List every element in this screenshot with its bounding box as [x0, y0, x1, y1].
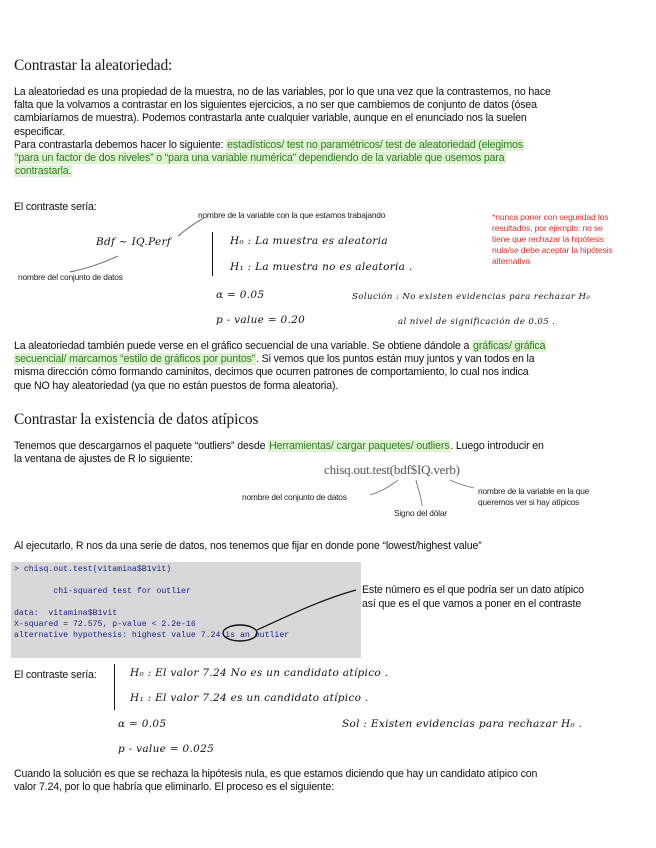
red-warning-note: *nunca poner con seguridad los resultados, por ejemplo: no se tiene que rechazar la hipótesis nula/se debe aceptar la hipótesis alternativa	[492, 212, 613, 266]
menu-path-grafica-secuencial: gráficas/ gráfica	[473, 340, 546, 352]
alpha-2: α = 0.05	[118, 718, 167, 730]
note-variable-name: nombre de la variable con la que estamos trabajando	[198, 210, 386, 220]
note-dataset-name-2: nombre del conjunto de datos	[242, 492, 347, 502]
paragraph-final: Cuando la solución es que se rechaza la hipótesis nula, es que estamos diciendo que hay un candidato atípico con valor 7.24, por lo que habría que eliminarlo. El proceso es el siguiente:	[14, 768, 538, 794]
note-variable-name-2: nombre de la variable en la que queremos ver si hay atípicos	[478, 486, 590, 507]
handwritten-command: chisq.out.test(bdf$IQ.verb)	[324, 462, 460, 477]
hypothesis-bracket-1	[212, 232, 213, 276]
pvalue-1: p - value = 0.20	[216, 314, 306, 326]
paragraph-aleatoriedad-intro: La aleatoriedad es una propiedad de la muestra, no de las variables, por lo que una vez que la contrastemos, no hace falta que la volvamos a contrastar en los siguientes ejercicios, a no ser que cambiemos de conjunto de datos (ósea cambiaríamos de muestra). Podemos contrastarla ante cualquier variable, aunque en el enunciado nos la suelen especificar. Para contrastarla debemos hacer lo siguiente: estadísticos/ test no paramétricos/ test de aleatoriedad (elegimos “para un factor de dos niveles” o “para una variable numérica” dependiendo de la variable que usemos para contrastarla.	[14, 86, 551, 178]
run-instruction: Al ejecutarlo, R nos da una serie de datos, nos tenemos que fijar en donde pone “lowest/highest value”	[14, 540, 482, 552]
contrast-intro-2: El contraste sería:	[14, 669, 97, 681]
handwritten-formula: Bdf ~ IQ.Perf	[96, 236, 171, 248]
console-line-statistic: X-squared = 72.575, p-value < 2.2e-16	[14, 620, 196, 629]
menu-path-outliers: Herramientas/ cargar paquetes/ outliers	[269, 440, 450, 452]
paragraph-grafico-secuencial: La aleatoriedad también puede verse en el gráfico secuencial de una variable. Se obtiene dándole a gráficas/ gráfica secuencial/ marcamos “estilo de gráficos por puntos”. Si vemos que los puntos están muy juntos y van todos en la misma dirección cómo formando caminitos, decimos que ocurren patrones de comportamiento, lo cual nos indica que NO hay aleatoriedad (ya que no están puestos de forma aleatoria).	[14, 340, 546, 392]
contrast-intro-1: El contraste sería:	[14, 201, 97, 213]
handwritten-arrows-2	[0, 440, 656, 520]
outlier-circle-arrow	[0, 560, 656, 670]
paragraph-outliers-package: Tenemos que descargarnos el paquete “outliers” desde Herramientas/ cargar paquetes/ outliers. Luego introducir en la ventana de ajustes de R lo siguiente:	[14, 440, 544, 466]
console-line-hypothesis: alternative hypothesis: highest value 7.24 is an outlier	[14, 631, 290, 640]
hypothesis-h0-1: H₀ : La muestra es aleatoria	[230, 235, 388, 247]
hypothesis-h0-2: H₀ : El valor 7.24 No es un candidato atípico .	[130, 667, 389, 679]
solution-1-line2: al nivel de significación de 0.05 .	[398, 317, 556, 327]
hypothesis-h1-1: H₁ : La muestra no es aleatoria .	[230, 261, 413, 273]
note-dollar-sign: Signo del dólar	[394, 508, 447, 518]
console-line-data: data: vitamina$B1vit	[14, 609, 118, 618]
alpha-1: α = 0.05	[216, 289, 265, 301]
pvalue-2: p - value = 0.025	[118, 743, 215, 755]
console-line-command: > chisq.out.test(vitamina$B1vit)	[14, 565, 172, 574]
solution-1-line1: Solución : No existen evidencias para rechazar H₀	[352, 292, 591, 302]
section-title-atipicos: Contrastar la existencia de datos atípicos	[14, 411, 259, 428]
console-line-test-name: chi-squared test for outlier	[14, 587, 191, 596]
note-dataset-name: nombre del conjunto de datos	[18, 272, 123, 282]
menu-path-aleatoriedad: estadísticos/ test no paramétricos/ test de aleatoriedad (elegimos	[227, 138, 523, 151]
section-title-aleatoriedad: Contrastar la aleatoriedad:	[14, 57, 173, 74]
hypothesis-bracket-2	[114, 664, 115, 710]
annotation-outlier-number: Este número es el que podría ser un dato atípico así que es el que vamos a poner en el contraste	[362, 584, 584, 610]
hypothesis-h1-2: H₁ : El valor 7.24 es un candidato atípico .	[130, 692, 369, 704]
solution-2: Sol : Existen evidencias para rechazar H₀ .	[342, 718, 583, 730]
